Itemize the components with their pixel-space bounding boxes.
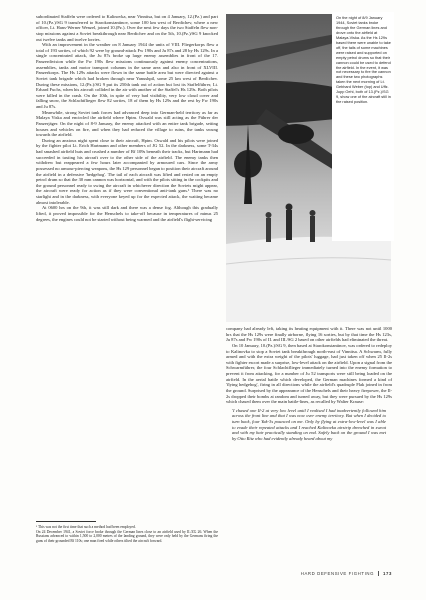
page-number: 173 xyxy=(378,571,392,576)
paragraph: subordinated Staffeln were ordered to Kalinovka, near Vinnitsa, but on 4 January, 12.(Pz.) and part of 10.(Pz.)/SG 9 transferred to Starokonstantinov, some 100 km west of Berdichev, where a new officer, Lt. Hans-Werner Wenzel, joined 10.(Pz.). Over the next few days the two Staffeln flew non-stop missions against a Soviet breakthrough near Berdichev and on the 5th, 10.(Pz.)/SG 9 knocked out twelve tanks and twelve lorries. xyxy=(36,14,218,42)
right-column-text xyxy=(226,326,392,442)
footnote-text: ¹ This was not the first time that such a method had been employed. xyxy=(36,525,136,529)
photo-caption: On the night of 8/9 January 1944, Soviet tanks broke through the German lines and drove onto the airfield at Malaya-Viska. As the Hs 129s based there were unable to take off, the tails of some machines were raised and supported on empty petrol drums so that their cannon could be used to defend the airfield. In the event, it was not necessary to fire the cannon and these two photographs taken the next morning of Lt. Gebhard Weber (top) and Uffz. Jupp Oehl, both of 13.(Pz.)/SG 9, show one of the aircraft still in the raised position. xyxy=(332,12,394,241)
paragraph: Meanwhile, strong Soviet tank forces had advanced deep into German-held territory as far as Malaya Viska and encircled the airfield where Hptm. Oswald was still acting as the Führer der Panzerjäger. On the night of 8-9 January, the enemy attacked with an entire tank brigade, setting houses and vehicles on fire, and when they had reduced the village to ruins, the tanks swung towards the airfield. xyxy=(36,109,218,138)
paragraph: During an anxious night spent close to their aircraft, Hptm. Oswald and his pilots were joined by the fighter pilot Lt. Erich Hartmann and other members of JG 52. In the darkness, some T-34s had smashed airfield huts and crushed a number of Bf 109s beneath their tracks, but Hartmann had succeeded in taxiing his aircraft over to the other side of the airfield. The enemy tanks then withdrew but reappeared a few hours later accompanied by armoured cars. Since the army possessed no armour-piercing weapons, the Hs 129 personnel began to position their aircraft around the airfield in a defensive 'hedgehog'. The tail of each aircraft was lifted and rested on an empty petrol drum so that the 30 mm cannon was horizontal, and with the pilots sitting in the cockpits and the ground personnel ready to swing the aircraft in whichever direction the Soviets might appear, the aircraft were ready for action as if they were conventional anti-tank guns.¹ There was no starlight and in the darkness, with everyone keyed up for the expected attack, the waiting became almost intolerable. xyxy=(36,137,218,205)
paragraph: With an improvement in the weather on 8 January 1944 the units of VIII. Fliegerkorps flew a total of 193 sorties, of which 92 were by ground-attack Fw 190s and Ju 87s and 28 by Hs 129s. In a single concentrated attack, the Ju 87s broke up large enemy assemblies in front of the 17. Panzerdivision while the Fw 190s flew missions continuously against enemy concentrations, assemblies, tanks and motor transport columns in the same area and also in front of XLVIII. Panzerkorps. The Hs 129s attacks were flown in the same battle area but were directed against a Soviet tank brigade which had broken through near Yanushpil, some 25 km west of Berdichev. During these missions, 12.(Pz.)/SG 9 put its 250th tank out of action but lost its Staffelführer, Lt. Erhard Fuchs, when his aircraft collided in the air with another of the Staffel's Hs 129s. Both pilots were killed in the crash. On the 10th, in spite of very bad visibility, very low cloud cover and falling snow, the Schlachtflieger flew 82 sorties, 18 of them by Hs 129s and the rest by Fw 190s and Ju 87s. xyxy=(36,42,218,109)
paragraph: company had already left, taking its heating equipment with it. There was not until 1000 hrs that the Hs 129s were finally airborne, flying 16 sorties, but by that time the Hs 123s, Ju 87s and Fw 190s of II. and III./SG 2 based on other airfields had eliminated the threat. xyxy=(226,326,392,343)
left-column-text xyxy=(36,14,218,222)
footnote xyxy=(36,521,218,543)
paragraph: At 0600 hrs on the 9th, it was still dark and there was a dense fog. Although this gradually lifted, it proved impossible for the Henschels to take-off because in temperatures of minus 25 degrees, the engines could not be started without being warmed and the airfield's flight-servicing xyxy=(36,205,218,222)
footnote-divider xyxy=(36,521,96,522)
running-title: HARD DEFENSIVE FIGHTING xyxy=(300,571,375,576)
quotation: 'I chased one Il-2 at very low level until I realised I had inadvertently followed him across the front line and that I was now over enemy territory. But when I decided to turn back, four Yak-3s pounced on me. Only by flying at extra-low-level was I able to evade their repeated attacks and I reached Kalinovka airstrip drenched in sweat and with my hair practically standing on end. Safely back on the ground I was met by Otto Ritz who had evidently already heard about my xyxy=(232,407,386,441)
footnote-text: On 24 December 1941, a Soviet force broke through the German lines close to an airfield used by II./ZG 26. When the Russians advanced to within 1,500 to 2,000 metres of the landing ground, they were only held by the Germans firing the guns of their grounded Bf 110s; one man fired while others tilted the aircraft forward. xyxy=(36,529,218,543)
paragraph: On 10 January, 10.(Pz.)/SG 9, then based at Starokonstantinov, was ordered to redeploy to Kalinovka to stop a Soviet tank breakthrough north-east of Vinnitsa. A Schwarm, fully armed and with the extra weight of the pilots' luggage, had just taken off when 25 Il-2s with fighter escort made a surprise, low-level attack on the airfield. Upon a signal from the Schwarmführer, the four Schlachtflieger immediately turned into the enemy formation to prevent it from attacking, for a number of Ju 52 transports were still being loaded on the airfield. In the aerial battle which developed, the German machines formed a kind of 'flying hedgehog', firing in all directions while the airfield's quadruple Flak joined in from the ground. Surprised by the appearance of the Henschels and their heavy firepower, the Il-2s dropped their bombs at random and turned away, but they were pursued by the Hs 129s which chased them over the main battle-lines, as recalled by Walter Krause: xyxy=(226,342,392,405)
running-footer xyxy=(226,571,392,579)
